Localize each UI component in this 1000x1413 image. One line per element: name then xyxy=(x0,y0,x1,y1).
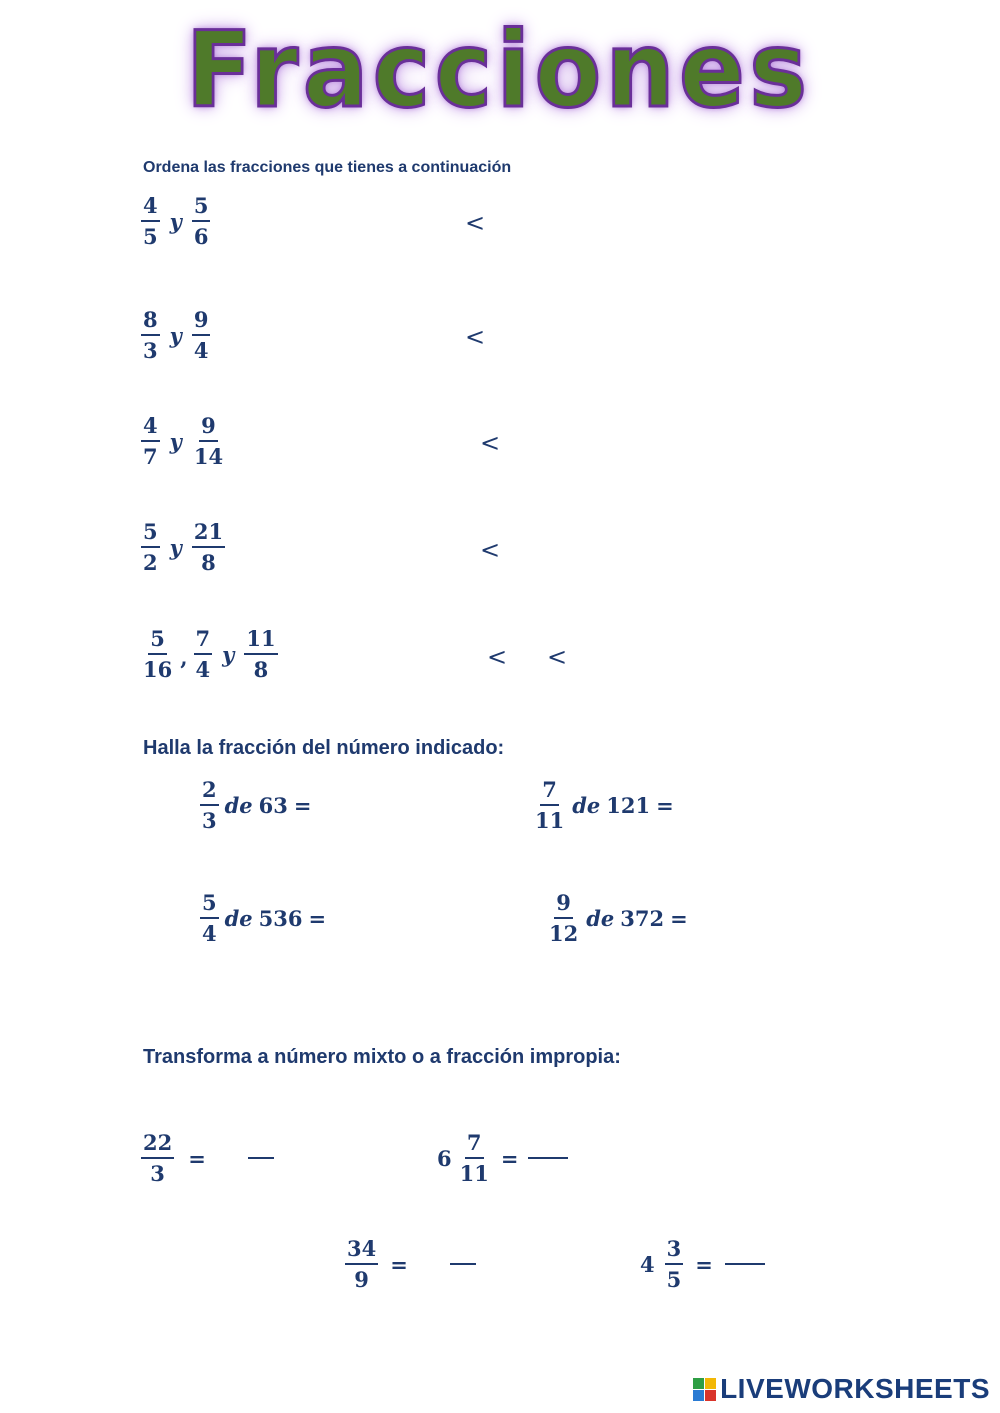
whole-number: 6 xyxy=(437,1145,452,1171)
denominator: 8 xyxy=(201,550,216,575)
fraction xyxy=(458,1132,491,1184)
conjunction: y xyxy=(169,208,182,234)
denominator: 16 xyxy=(143,657,173,682)
conjunction: y xyxy=(169,322,182,348)
numerator: 7 xyxy=(540,779,559,806)
denominator: 7 xyxy=(143,444,158,469)
numerator: 4 xyxy=(141,415,160,442)
numerator: 9 xyxy=(192,309,211,336)
equals-sign: = xyxy=(500,1145,519,1171)
numerator: 2 xyxy=(200,779,219,806)
conjunction: y xyxy=(222,641,235,667)
number-value: 536 xyxy=(258,905,303,931)
de-word: de xyxy=(224,905,253,931)
denominator: 2 xyxy=(143,550,158,575)
fraction xyxy=(200,779,219,831)
answer-fraction-bar xyxy=(725,1263,765,1265)
fraction xyxy=(141,415,160,467)
fraction xyxy=(141,628,174,680)
fraction xyxy=(192,195,211,247)
comma: , xyxy=(180,645,188,670)
fraction-of-number-3 xyxy=(200,892,326,944)
fraction xyxy=(200,892,219,944)
denominator: 11 xyxy=(459,1161,489,1186)
section2-instruction: Halla la fracción del número indicado: xyxy=(143,737,505,759)
de-word: de xyxy=(586,905,615,931)
denominator: 11 xyxy=(535,808,565,833)
convert-item-4 xyxy=(640,1238,765,1290)
numerator: 22 xyxy=(141,1132,174,1159)
less-than-symbol: < xyxy=(547,643,568,671)
logo-text: LIVEWORKSHEETS xyxy=(720,1373,990,1404)
denominator: 14 xyxy=(193,444,224,469)
fraction xyxy=(141,521,160,573)
convert-item-1 xyxy=(141,1132,274,1184)
equals-sign: = xyxy=(390,1251,408,1277)
fraction xyxy=(665,1238,684,1290)
order-row-4 xyxy=(141,521,225,573)
numerator: 5 xyxy=(200,892,219,919)
fraction xyxy=(192,521,225,573)
numerator: 5 xyxy=(141,521,160,548)
answer-fraction-bar xyxy=(450,1263,476,1265)
order-row-5 xyxy=(141,628,278,680)
numerator: 7 xyxy=(194,628,213,655)
equals-sign: = xyxy=(656,792,674,818)
fraction xyxy=(547,892,580,944)
denominator: 4 xyxy=(193,338,209,363)
denominator: 3 xyxy=(150,1161,165,1186)
less-than-symbol: < xyxy=(480,429,501,457)
number-value: 372 xyxy=(620,905,665,931)
numerator: 5 xyxy=(148,628,167,655)
de-word: de xyxy=(572,792,601,818)
fraction xyxy=(141,1132,174,1184)
fraction xyxy=(192,415,225,467)
equals-sign: = xyxy=(670,905,688,931)
number-value: 121 xyxy=(606,792,651,818)
fraction xyxy=(141,309,160,361)
numerator: 9 xyxy=(554,892,573,919)
fraction xyxy=(141,195,160,247)
order-row-1 xyxy=(141,195,210,247)
numerator: 34 xyxy=(345,1238,378,1265)
denominator: 5 xyxy=(666,1267,682,1292)
order-row-2 xyxy=(141,309,210,361)
denominator: 4 xyxy=(195,657,211,682)
numerator: 7 xyxy=(465,1132,484,1159)
denominator: 12 xyxy=(549,921,579,946)
order-row-3 xyxy=(141,415,225,467)
denominator: 5 xyxy=(143,224,158,249)
fraction-of-number-4 xyxy=(547,892,688,944)
fraction-of-number-2 xyxy=(533,779,674,831)
equals-sign: = xyxy=(188,1145,206,1171)
denominator: 4 xyxy=(202,921,217,946)
number-value: 63 xyxy=(258,792,288,818)
numerator: 8 xyxy=(141,309,160,336)
logo-mark-icon xyxy=(693,1378,716,1401)
fraction xyxy=(192,309,211,361)
less-than-symbol: < xyxy=(465,323,486,351)
numerator: 4 xyxy=(141,195,160,222)
denominator: 3 xyxy=(202,808,217,833)
section1-instruction: Ordena las fracciones que tienes a continuación xyxy=(143,159,512,176)
numerator: 11 xyxy=(244,628,277,655)
liveworksheets-logo xyxy=(693,1373,990,1405)
conjunction: y xyxy=(169,428,182,454)
convert-item-3 xyxy=(345,1238,476,1290)
denominator: 6 xyxy=(193,224,209,249)
less-than-symbol: < xyxy=(465,209,486,237)
equals-sign: = xyxy=(308,905,327,931)
less-than-symbol: < xyxy=(487,643,508,671)
convert-item-2 xyxy=(437,1132,568,1184)
numerator: 9 xyxy=(199,415,218,442)
answer-fraction-bar xyxy=(248,1157,274,1159)
numerator: 3 xyxy=(665,1238,684,1265)
fraction-of-number-1 xyxy=(200,779,312,831)
answer-fraction-bar xyxy=(528,1157,568,1159)
fraction xyxy=(244,628,277,680)
fraction xyxy=(194,628,213,680)
fraction xyxy=(533,779,566,831)
numerator: 5 xyxy=(192,195,211,222)
fraction xyxy=(345,1238,378,1290)
equals-sign: = xyxy=(293,792,312,818)
equals-sign: = xyxy=(695,1251,713,1277)
section3-instruction: Transforma a número mixto o a fracción impropia: xyxy=(143,1046,621,1068)
numerator: 21 xyxy=(192,521,225,548)
denominator: 3 xyxy=(143,338,158,363)
less-than-symbol: < xyxy=(480,536,501,564)
whole-number: 4 xyxy=(640,1251,655,1277)
conjunction: y xyxy=(169,534,182,560)
de-word: de xyxy=(224,792,253,818)
denominator: 9 xyxy=(354,1267,369,1292)
page-title: Fracciones xyxy=(186,9,812,131)
denominator: 8 xyxy=(253,657,269,682)
